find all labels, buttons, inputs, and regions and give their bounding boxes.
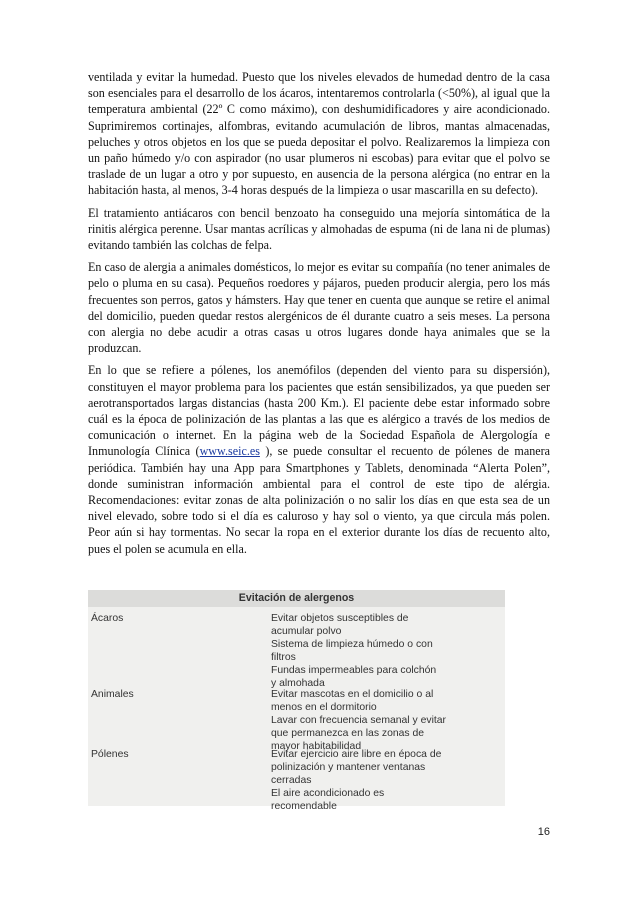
document-body (88, 69, 550, 563)
row-category: Animales (91, 689, 134, 700)
row-recommendations (271, 688, 501, 753)
recommendation-line: El aire acondicionado es (271, 788, 385, 799)
recommendation-line: filtros (271, 652, 296, 663)
recommendation-line: Lavar con frecuencia semanal y evitar (271, 715, 446, 726)
recommendation-line: Sistema de limpieza húmedo o con (271, 639, 433, 650)
seic-link[interactable]: www.seic.es (199, 444, 260, 459)
recommendation-line: y almohada (271, 678, 325, 689)
paragraph-antiacaros: El tratamiento antiácaros con bencil benzoato ha conseguido una mejoría sintomática de la rinitis alérgica perenne. Usar mantas acrílicas y almohadas de espuma (ni de lana ni de plumas) evitando también las colchas de felpa. (88, 205, 550, 253)
allergen-avoidance-table (88, 590, 505, 812)
pollen-text-before-link: En lo que se refiere a pólenes, los anemófilos (dependen del viento para su dispersión), constituyen el mayor problema para los pacientes que están sensibilizados, ya que pueden ser aerotransportados largas distancias (hasta 200 Km.). El paciente debe estar informado sobre cuál es la época de polinización de las plantas a las que es alérgico a través de los medios de comunicación o internet. En la página web de la Sociedad Española de Alergología e Inmunología Clínica ( (88, 363, 550, 459)
row-recommendations (271, 748, 501, 813)
row-category: Pólenes (91, 749, 129, 760)
recommendation-line: que permanezca en las zonas de (271, 728, 425, 739)
paragraph-pollen (88, 362, 550, 556)
recommendation-line: menos en el dormitorio (271, 702, 377, 713)
pollen-text-after-link: ), se puede consultar el recuento de pólenes de manera periódica. También hay una App para Smartphones y Tablets, denominada “Alerta Polen”, donde suministran información ambiental para el control de este tipo de alérgia. Recomendaciones: evitar zonas de alta polinización o no salir los días en que esta sea de un nivel elevado, sobre todo si el día es caluroso y hay sol o viento, ya que circula más polen. Peor aún si hay tormentas. No secar la ropa en el exterior durante los días de recuento alto, pues el polen se acumula en ella. (88, 444, 551, 556)
page-number: 16 (537, 826, 550, 838)
recommendation-line: Evitar objetos susceptibles de (271, 613, 409, 624)
recommendation-line: recomendable (271, 801, 337, 812)
recommendation-line: mayor habitabilidad (271, 741, 362, 752)
recommendation-line: cerradas (271, 775, 312, 786)
recommendation-line: Fundas impermeables para colchón (271, 665, 437, 676)
recommendation-line: Evitar ejercicio aire libre en época de (271, 749, 442, 760)
recommendation-line: acumular polvo (271, 626, 342, 637)
recommendation-line: polinización y mantener ventanas (271, 762, 426, 773)
row-category: Ácaros (91, 613, 124, 624)
recommendation-line: Evitar mascotas en el domicilio o al (271, 689, 434, 700)
paragraph-humidity: ventilada y evitar la humedad. Puesto que los niveles elevados de humedad dentro de la casa son esenciales para el desarrollo de los ácaros, intentaremos controlarla (<50%), al igual que la temperatura ambiental (22º C como máximo), con deshumidificadores y aire acondicionado. Suprimiremos cortinajes, alfombras, evitando acumulación de libros, mantas almacenadas, peluches y otros objetos en los que se pueda depositar el polvo. Realizaremos la limpieza con un paño húmedo y/o con aspirador (no usar plumeros ni escobas) para evitar que el polvo se traslade de un lugar a otro y por supuesto, en ausencia de la persona alérgica (no entrar en la habitación hasta, al menos, 3-4 horas después de la limpieza o usar mascarilla en su defecto). (88, 70, 550, 198)
table-title: Evitación de alergenos (88, 590, 505, 607)
row-recommendations (271, 612, 501, 690)
paragraph-animals: En caso de alergia a animales domésticos, lo mejor es evitar su compañía (no tener animales de pelo o pluma en su casa). Pequeños roedores y pájaros, pueden producir alergia, pero los más frecuentes son perros, gatos y hámsters. Hay que tener en cuenta que aunque se retire el animal del domicilio, pueden quedar restos alergénicos de él durante cuatro a seis meses. La persona con alergia no debe acudir a otras casas u otros lugares donde haya animales que se la produzcan. (88, 260, 550, 356)
